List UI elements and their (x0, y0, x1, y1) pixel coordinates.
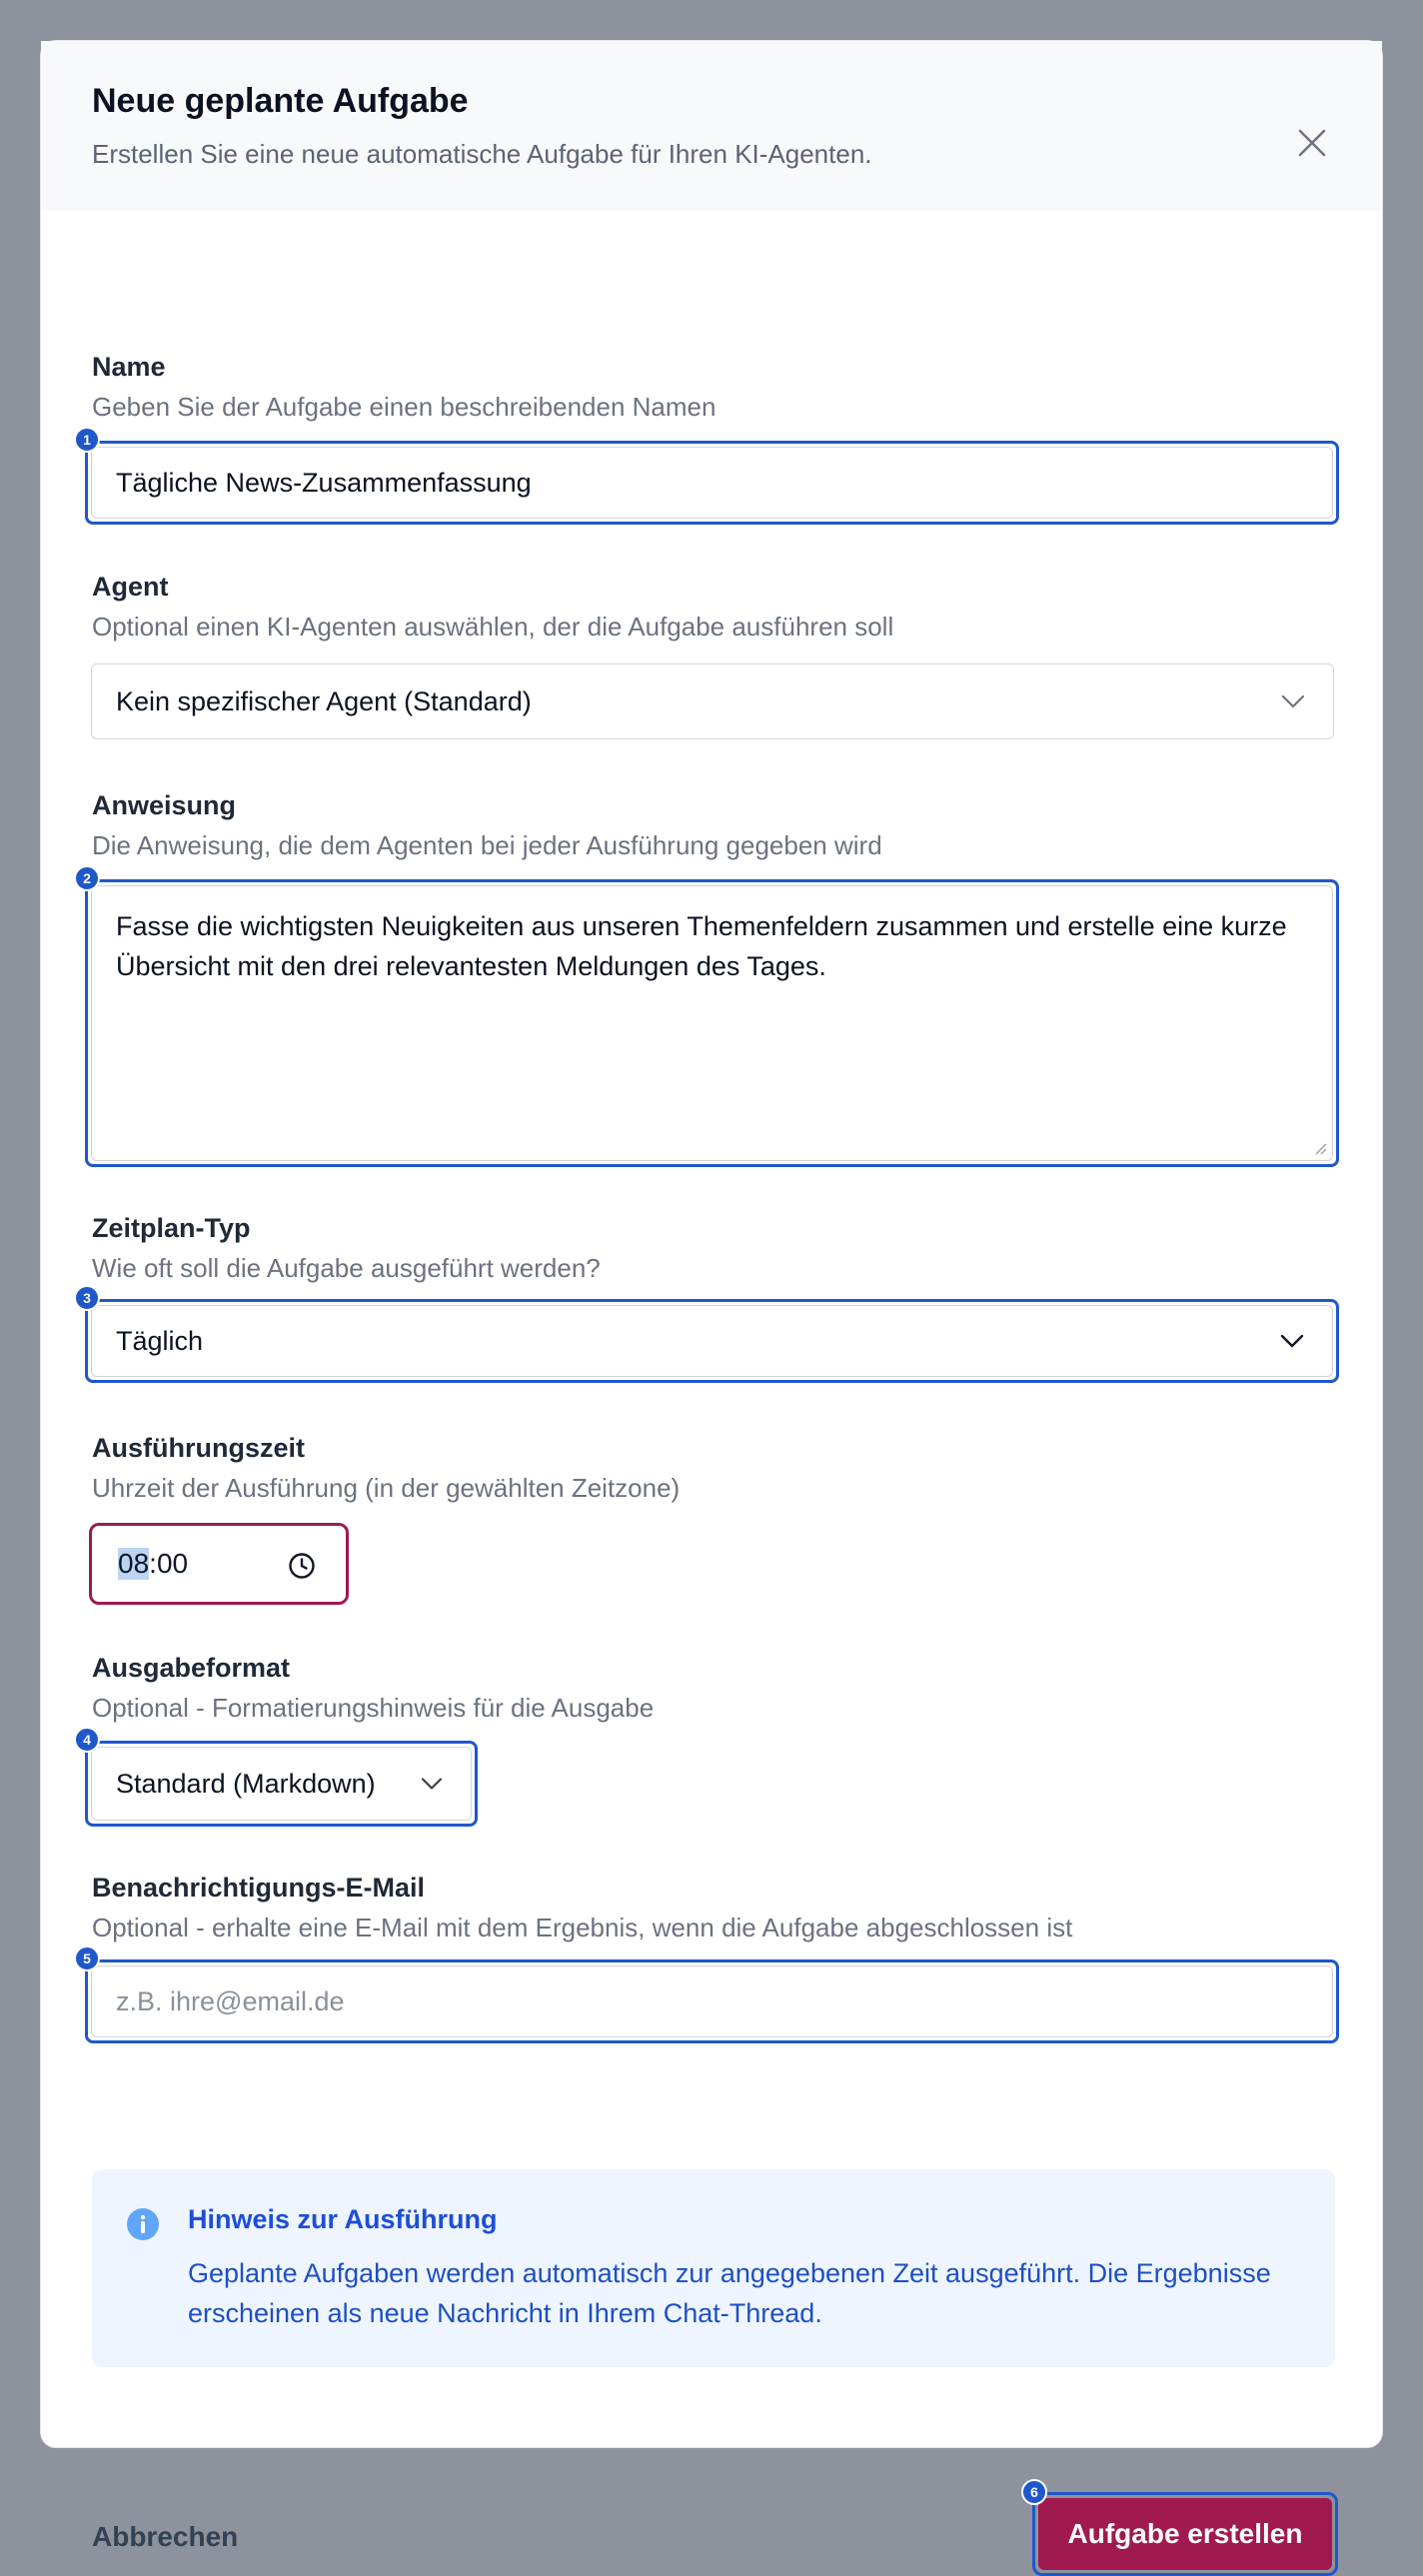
email-help: Optional - erhalte eine E-Mail mit dem Ergebnis, wenn die Aufgabe abgeschlossen ist (92, 1913, 1073, 1942)
agent-help: Optional einen KI-Agenten auswählen, der die Aufgabe ausführen soll (92, 612, 894, 642)
instruction-field-group (92, 787, 1335, 863)
time-help: Uhrzeit der Ausführung (in der gewählten Zeitzone) (92, 1473, 681, 1503)
name-field-group (92, 349, 1335, 425)
chevron-down-icon (421, 1778, 443, 1791)
schedule-label: Zeitplan-Typ (92, 1213, 251, 1243)
schedule-help: Wie oft soll die Aufgabe ausgeführt werden? (92, 1253, 601, 1283)
cancel-button[interactable]: Abbrechen (92, 2521, 239, 2552)
name-input-focus (85, 441, 1339, 525)
instruction-input-focus (85, 879, 1339, 1167)
time-separator: : (149, 1548, 157, 1579)
annotation-badge-6: 6 (1021, 2479, 1047, 2505)
schedule-type-value: Täglich (116, 1325, 204, 1356)
annotation-badge-2: 2 (74, 865, 100, 891)
annotation-badge-4: 4 (74, 1727, 100, 1753)
clock-icon[interactable] (288, 1552, 316, 1580)
annotation-badge-3: 3 (74, 1285, 100, 1311)
annotation-badge-5: 5 (74, 1945, 100, 1971)
agent-select-wrap (91, 663, 1334, 739)
output-format-value: Standard (Markdown) (116, 1768, 376, 1799)
chevron-down-icon (1281, 694, 1305, 708)
email-input[interactable]: z.B. ihre@email.de (91, 1965, 1333, 2037)
schedule-type-select[interactable] (91, 1305, 1333, 1377)
create-task-button[interactable]: Aufgabe erstellen (1038, 2498, 1332, 2570)
name-help: Geben Sie der Aufgabe einen beschreibenden Namen (92, 392, 716, 422)
time-label: Ausführungszeit (92, 1433, 305, 1463)
execution-info-box (92, 2169, 1335, 2367)
email-input-focus (85, 1959, 1339, 2043)
instruction-text: Fasse die wichtigsten Neuigkeiten aus unseren Themenfeldern zusammen und erstelle eine kurze Übersicht mit den drei relevantesten Meldungen des Tages. (116, 911, 1287, 981)
dialog-title: Neue geplante Aufgabe (92, 82, 469, 120)
info-text: Geplante Aufgaben werden automatisch zur angegebenen Zeit ausgeführt. Die Ergebnisse erscheinen als neue Nachricht in Ihrem Chat-Thread. (188, 2258, 1271, 2328)
name-label: Name (92, 352, 166, 382)
agent-field-group (92, 569, 1335, 644)
info-icon (126, 2207, 160, 2241)
format-select-focus (85, 1741, 478, 1827)
new-task-dialog (40, 40, 1383, 2552)
time-minutes-segment[interactable]: 00 (156, 1548, 189, 1579)
instruction-textarea[interactable] (91, 885, 1333, 1161)
resize-handle-icon[interactable] (1312, 1140, 1328, 1156)
format-help: Optional - Formatierungshinweis für die Ausgabe (92, 1693, 655, 1723)
close-button[interactable] (1292, 123, 1332, 163)
format-label: Ausgabeformat (92, 1653, 291, 1683)
submit-button-focus (1032, 2492, 1338, 2576)
name-input[interactable]: Tägliche News-Zusammenfassung (91, 447, 1333, 519)
output-format-select[interactable] (91, 1747, 472, 1821)
schedule-field-group (92, 1210, 1335, 1286)
dialog-header (41, 41, 1382, 211)
dialog-subtitle: Erstellen Sie eine neue automatische Aufgabe für Ihren KI-Agenten. (92, 139, 872, 169)
schedule-select-focus (85, 1299, 1339, 1383)
format-field-group (92, 1650, 1335, 1726)
agent-select-value: Kein spezifischer Agent (Standard) (116, 685, 532, 716)
annotation-badge-1: 1 (74, 427, 100, 453)
instruction-help: Die Anweisung, die dem Agenten bei jeder Ausführung gegeben wird (92, 830, 882, 860)
agent-label: Agent (92, 572, 169, 602)
time-input[interactable] (89, 1523, 349, 1605)
time-field-group (92, 1430, 1335, 1506)
email-label: Benachrichtigungs-E-Mail (92, 1873, 426, 1903)
email-field-group (92, 1870, 1335, 1945)
info-title: Hinweis zur Ausführung (188, 2204, 498, 2234)
close-icon (1297, 128, 1327, 158)
time-hours-segment[interactable]: 08 (118, 1548, 150, 1579)
chevron-down-icon (1280, 1334, 1304, 1348)
agent-select[interactable] (91, 663, 1334, 739)
instruction-label: Anweisung (92, 790, 237, 820)
